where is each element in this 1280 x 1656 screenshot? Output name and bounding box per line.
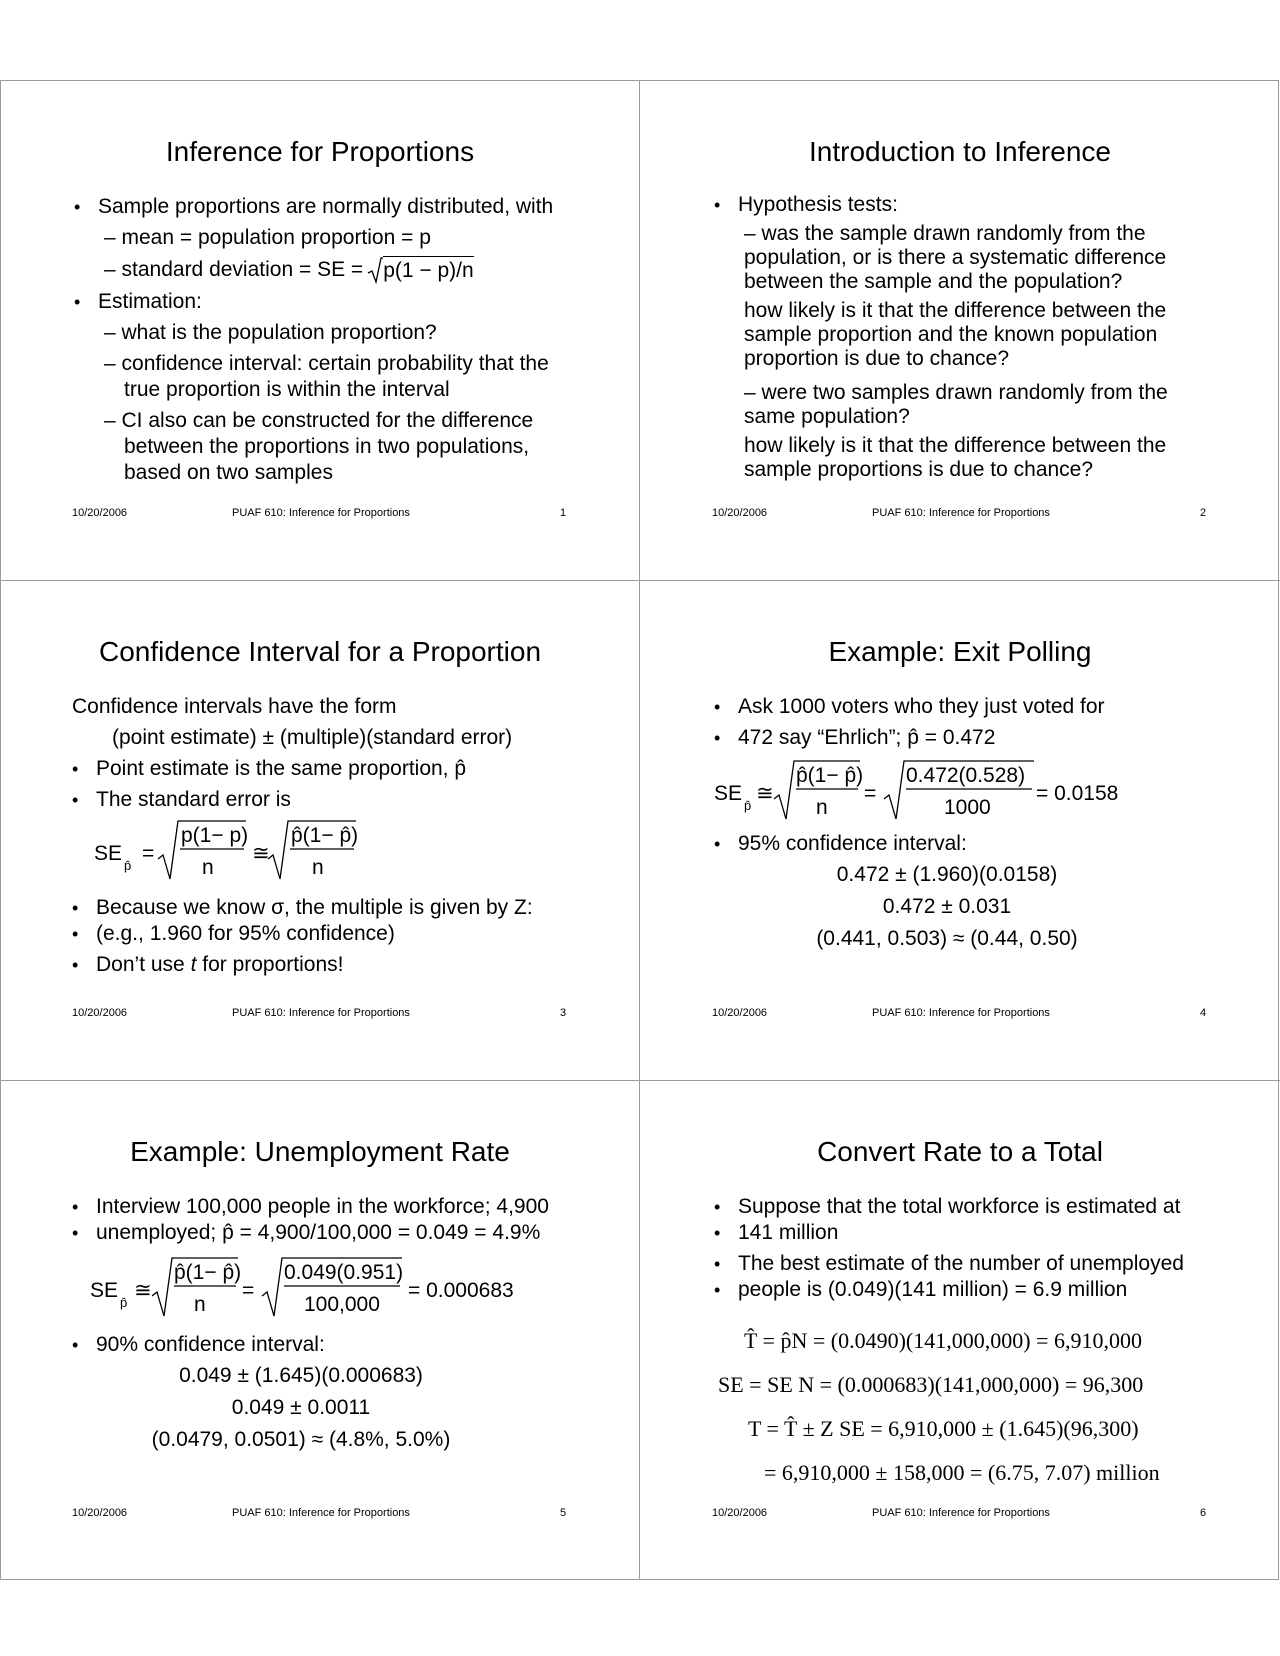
bullet-text: Don’t use xyxy=(96,953,191,976)
sqrt-content: p(1 − p)/n xyxy=(383,256,473,284)
slide-3 xyxy=(0,580,640,1080)
se-formula xyxy=(367,256,473,284)
bullet: • Suppose that the total workforce is estimated at xyxy=(714,1194,1220,1220)
intro-text: Confidence intervals have the form xyxy=(72,695,397,718)
sub-bullet-cont: between the sample and the population? xyxy=(744,270,1123,293)
footer-date: 10/20/2006 xyxy=(712,1507,768,1519)
sub-bullet-cont: based on two samples xyxy=(124,461,333,484)
bullet-cont-text: people is (0.049)(141 million) = 6.9 million xyxy=(738,1278,1128,1301)
slide-title: Example: Unemployment Rate xyxy=(130,1136,510,1167)
footer-page-number: 3 xyxy=(560,1007,567,1019)
footer-course: PUAF 610: Inference for Proportions xyxy=(232,507,410,519)
ci-line: 0.472 ± 0.031 xyxy=(882,895,1012,918)
se-formula: SE p̂ ≅ p̂(1− p̂) n = 0.049(0.951) 100,000 = 0.000683 xyxy=(72,1256,580,1320)
bullet-cont xyxy=(72,1220,580,1246)
fraction-denominator: n xyxy=(312,856,324,879)
bullet: • Sample proportions are normally distributed, with xyxy=(74,194,580,220)
bullet: • 95% confidence interval: xyxy=(714,831,1220,857)
footer-date: 10/20/2006 xyxy=(72,507,128,519)
sub-bullet: – was the sample drawn randomly from the xyxy=(744,222,1146,245)
bullet-text: for proportions! xyxy=(196,953,344,976)
fraction-denominator: n xyxy=(816,796,828,819)
intro-formula-text: (point estimate) ± (multiple)(standard error) xyxy=(112,726,513,749)
slide-body xyxy=(714,694,1220,958)
equation: T̂ = p̂N = (0.0490)(141,000,000) = 6,910,000 xyxy=(744,1328,1142,1353)
ci-line: 0.049 ± (1.645)(0.000683) xyxy=(179,1364,423,1387)
slide-title: Convert Rate to a Total xyxy=(817,1136,1103,1167)
se-subscript: p̂ xyxy=(124,858,132,873)
bullet: • The best estimate of the number of unemployed xyxy=(714,1251,1220,1277)
fraction-numerator: p̂(1− p̂) xyxy=(291,824,359,847)
se-subscript: p̂ xyxy=(120,1295,128,1310)
bullet-italic: t xyxy=(190,953,197,976)
footer-date: 10/20/2006 xyxy=(712,507,768,519)
sub-bullet: – CI also can be constructed for the difference xyxy=(104,409,534,432)
se-formula: SE p̂ ≅ p̂(1− p̂) n = 0.472(0.528) 1000 = 0.0158 xyxy=(714,759,1220,823)
bullet-cont-text: unemployed; p̂ = 4,900/100,000 = 0.049 = 4.9% xyxy=(96,1221,541,1244)
slide-body xyxy=(714,193,1220,487)
equation: T = T̂ ± Z SE = 6,910,000 ± (1.645)(96,300) xyxy=(748,1416,1139,1441)
fraction-denominator: n xyxy=(202,856,214,879)
fraction-numerator: 0.049(0.951) xyxy=(284,1261,404,1284)
slide-body xyxy=(72,694,580,983)
slide-1 xyxy=(0,80,640,580)
ci-line: (0.441, 0.503) ≈ (0.44, 0.50) xyxy=(816,927,1078,950)
note-text: sample proportion and the known population xyxy=(744,323,1158,346)
slide-title: Inference for Proportions xyxy=(165,136,475,167)
slide-body xyxy=(72,1194,580,1459)
sub-bullet-text: – standard deviation = SE = xyxy=(104,258,364,281)
se-label: SE xyxy=(90,1279,119,1302)
bullet: • Point estimate is the same proportion, p̂ xyxy=(72,756,580,782)
slide-title: Example: Exit Polling xyxy=(828,636,1092,667)
bullet: • 90% confidence interval: xyxy=(72,1332,580,1358)
equation: = 6,910,000 ± 158,000 = (6.75, 7.07) million xyxy=(764,1460,1160,1485)
slide-title: Confidence Interval for a Proportion xyxy=(98,636,542,667)
sqrt-sign xyxy=(367,256,383,284)
slide-6 xyxy=(640,1080,1280,1580)
slide-4 xyxy=(640,580,1280,1080)
sub-bullet: – mean = population proportion = p xyxy=(104,226,431,249)
equation: SE = SE N = (0.000683)(141,000,000) = 96,300 xyxy=(718,1372,1144,1397)
bullet-cont xyxy=(714,1277,1220,1303)
footer-page-number: 2 xyxy=(1200,507,1207,519)
slide-2 xyxy=(640,80,1280,580)
footer-course: PUAF 610: Inference for Proportions xyxy=(872,1007,1050,1019)
slide-body xyxy=(74,194,580,491)
slide-5 xyxy=(0,1080,640,1580)
slide-body xyxy=(714,1194,1220,1495)
sub-bullet-cont: same population? xyxy=(744,405,910,428)
se-label: SE xyxy=(714,782,743,805)
formula-result: = 0.000683 xyxy=(408,1279,514,1302)
ci-line: (0.0479, 0.0501) ≈ (4.8%, 5.0%) xyxy=(151,1428,451,1451)
bullet: • Estimation: xyxy=(74,289,580,315)
total-equations xyxy=(714,1319,1220,1495)
sub-bullet-cont: between the proportions in two populations, xyxy=(124,435,530,458)
footer-course: PUAF 610: Inference for Proportions xyxy=(872,507,1050,519)
footer-course: PUAF 610: Inference for Proportions xyxy=(872,1507,1050,1519)
footer-page-number: 5 xyxy=(560,1507,567,1519)
fraction-denominator: 1000 xyxy=(944,796,991,819)
bullet: • 472 say “Ehrlich”; p̂ = 0.472 xyxy=(714,725,1220,751)
bullet-cont-text: 141 million xyxy=(738,1221,839,1244)
fraction-numerator: 0.472(0.528) xyxy=(906,764,1026,787)
se-formula: SE p̂ = p(1− p) n ≅ p̂(1− p̂) n xyxy=(72,819,580,883)
sub-bullet xyxy=(74,256,580,284)
footer-date: 10/20/2006 xyxy=(712,1007,768,1019)
footer-page-number: 1 xyxy=(560,507,567,519)
fraction-denominator: 100,000 xyxy=(304,1293,380,1316)
sub-bullet: – were two samples drawn randomly from the xyxy=(744,381,1168,404)
sub-bullet: – what is the population proportion? xyxy=(104,321,437,344)
fraction-numerator: p̂(1− p̂) xyxy=(796,764,864,787)
footer-date: 10/20/2006 xyxy=(72,1007,128,1019)
note-text: proportion is due to chance? xyxy=(744,347,1010,370)
bullet: • The standard error is xyxy=(72,787,580,813)
se-label: SE xyxy=(94,842,123,865)
fraction-denominator: n xyxy=(194,1293,206,1316)
note-text: how likely is it that the difference between the xyxy=(744,299,1167,322)
bullet-cont-text: (e.g., 1.960 for 95% confidence) xyxy=(96,922,395,945)
bullet-cont xyxy=(72,921,580,947)
se-subscript: p̂ xyxy=(744,798,752,813)
footer-page-number: 4 xyxy=(1200,1007,1207,1019)
ci-line: 0.472 ± (1.960)(0.0158) xyxy=(836,863,1058,886)
fraction-numerator: p(1− p) xyxy=(181,824,249,847)
note-text: sample proportions is due to chance? xyxy=(744,458,1094,481)
sub-bullet-cont: population, or is there a systematic difference xyxy=(744,246,1167,269)
sub-bullet-cont: true proportion is within the interval xyxy=(124,378,450,401)
note-text: how likely is it that the difference between the xyxy=(744,434,1167,457)
bullet: • Ask 1000 voters who they just voted for xyxy=(714,694,1220,720)
bullet-cont xyxy=(714,1220,1220,1246)
footer-date: 10/20/2006 xyxy=(72,1507,128,1519)
bullet: • Interview 100,000 people in the workforce; 4,900 xyxy=(72,1194,580,1220)
bullet: • Hypothesis tests: xyxy=(714,193,1220,217)
fraction-numerator: p̂(1− p̂) xyxy=(174,1261,242,1284)
bullet xyxy=(72,952,580,978)
slide-title: Introduction to Inference xyxy=(809,136,1111,167)
footer-course: PUAF 610: Inference for Proportions xyxy=(232,1507,410,1519)
footer-course: PUAF 610: Inference for Proportions xyxy=(232,1007,410,1019)
footer-page-number: 6 xyxy=(1200,1507,1207,1519)
ci-line: 0.049 ± 0.0011 xyxy=(231,1396,371,1419)
sub-bullet: – confidence interval: certain probability that the xyxy=(104,352,549,375)
formula-result: = 0.0158 xyxy=(1036,782,1119,805)
bullet: • Because we know σ, the multiple is given by Z: xyxy=(72,895,580,921)
